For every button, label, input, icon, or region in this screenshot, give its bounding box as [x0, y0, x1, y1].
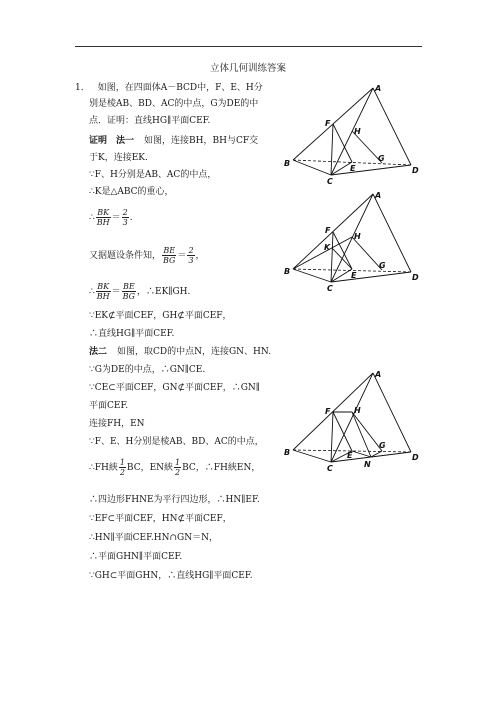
method1-line-3: ∵F、H分别是AB、AC的中点， — [89, 170, 217, 180]
header-rule — [75, 46, 422, 47]
label-e: E — [347, 451, 353, 460]
label-k: K — [324, 243, 331, 252]
fraction-one-half: $\frac{1}{2}$ — [175, 458, 181, 477]
method1-line-1: 证明 法一 如图，连接BH，BH与CF交 — [89, 136, 259, 146]
label-f: F — [325, 119, 331, 128]
label-h: H — [354, 406, 361, 415]
method1-line-4: ∴K是△ABC的重心， — [89, 187, 174, 197]
problem-line-2: 别是棱AB、BD、AC的中点，G为DE的中 — [89, 99, 259, 109]
label-d: D — [412, 273, 419, 282]
label-g: G — [379, 261, 386, 270]
method1-fraction-2: 又据题设条件知， $\frac{BE}{BG}$ ＝ $\frac{2}{3}$ ， — [89, 246, 205, 265]
label-h: H — [354, 127, 361, 136]
label-c: C — [327, 284, 333, 291]
fraction-bk-bh: $\frac{BK}{BH}$ — [96, 282, 110, 301]
method1-line-2: 于K，连接EK. — [89, 153, 148, 163]
fraction-be-bg: $\frac{BE}{BG}$ — [122, 282, 136, 301]
label-b: B — [284, 267, 291, 276]
tetrahedron-figure-3 — [283, 368, 423, 472]
label-a: A — [375, 370, 382, 379]
fraction-bk-bh: $\frac{BK}{BH}$ — [96, 208, 110, 227]
fraction-two-thirds: $\frac{2}{3}$ — [122, 208, 128, 227]
method2-line-1: 法二 如图，取CD的中点N，连接GN、HN. — [89, 347, 272, 357]
label-f: F — [325, 226, 331, 235]
method2-line-9: ∴HN∥平面CEF.HN∩GN＝N， — [89, 533, 218, 543]
method2-line-2: ∵G为DE的中点，∴GN∥CE. — [89, 365, 206, 375]
page-title: 立体几何训练答案 — [209, 63, 286, 74]
label-a: A — [375, 191, 382, 200]
method1-fraction-3: ∴ $\frac{BK}{BH}$ ＝ $\frac{BE}{BG}$ ，∴EK∥GH. — [89, 282, 191, 301]
label-b: B — [284, 159, 291, 168]
method2-line-5: 连接FH，EN — [89, 419, 145, 429]
problem-number: 1． — [75, 83, 90, 93]
label-f: F — [325, 407, 331, 416]
tetrahedron-figure-1 — [283, 82, 423, 184]
fraction-two-thirds: $\frac{2}{3}$ — [188, 246, 194, 265]
label-e: E — [350, 164, 356, 173]
method2-line-3: ∵CE⊂平面CEF，GN⊄平面CEF，∴GN∥ — [89, 383, 260, 393]
label-d: D — [412, 453, 419, 462]
problem-line-1: 1． 如图，在四面体A－BCD中，F、E、H分 — [75, 83, 263, 93]
method1-fraction-1: ∴ $\frac{BK}{BH}$ ＝ $\frac{2}{3}$ . — [89, 208, 133, 227]
label-g: G — [379, 441, 386, 450]
method2-line-6: ∵F、E、H分别是棱AB、BD、AC的中点， — [89, 437, 264, 447]
method2-line-11: ∵GH⊂平面GHN，∴直线HG∥平面CEF. — [89, 571, 253, 581]
label-e: E — [351, 271, 357, 280]
method1-line-5: ∵EK⊄平面CEF，GH⊄平面CEF， — [89, 311, 232, 321]
fraction-be-bg: $\frac{BE}{BG}$ — [163, 246, 176, 265]
method1-label: 证明 法一 — [89, 136, 135, 146]
method2-line-4: 平面CEF. — [89, 401, 129, 411]
fraction-one-half: $\frac{1}{2}$ — [119, 458, 125, 477]
label-a: A — [375, 84, 382, 93]
tetrahedron-figure-2 — [283, 189, 423, 291]
problem-line-3: 点．证明：直线HG∥平面CEF. — [89, 116, 211, 126]
method2-line-7: ∴四边形FHNE为平行四边形，∴HN∥EF. — [89, 495, 260, 505]
label-c: C — [327, 464, 333, 472]
method2-line-8: ∵EF⊂平面CEF，HN⊄平面CEF， — [89, 514, 232, 524]
label-c: C — [327, 177, 333, 184]
label-b: B — [284, 448, 291, 457]
method2-fraction-line: ∴FH綊 $\frac{1}{2}$ BC，EN綊 $\frac{1}{2}$ BC，∴FH綊EN， — [89, 458, 261, 477]
method1-line-6: ∴直线HG∥平面CEF. — [89, 329, 175, 339]
label-d: D — [412, 166, 419, 175]
label-n: N — [364, 460, 371, 469]
method2-label: 法二 — [89, 347, 108, 357]
method2-line-10: ∴平面GHN∥平面CEF. — [89, 552, 183, 562]
label-g: G — [378, 154, 385, 163]
label-h: H — [354, 232, 361, 241]
